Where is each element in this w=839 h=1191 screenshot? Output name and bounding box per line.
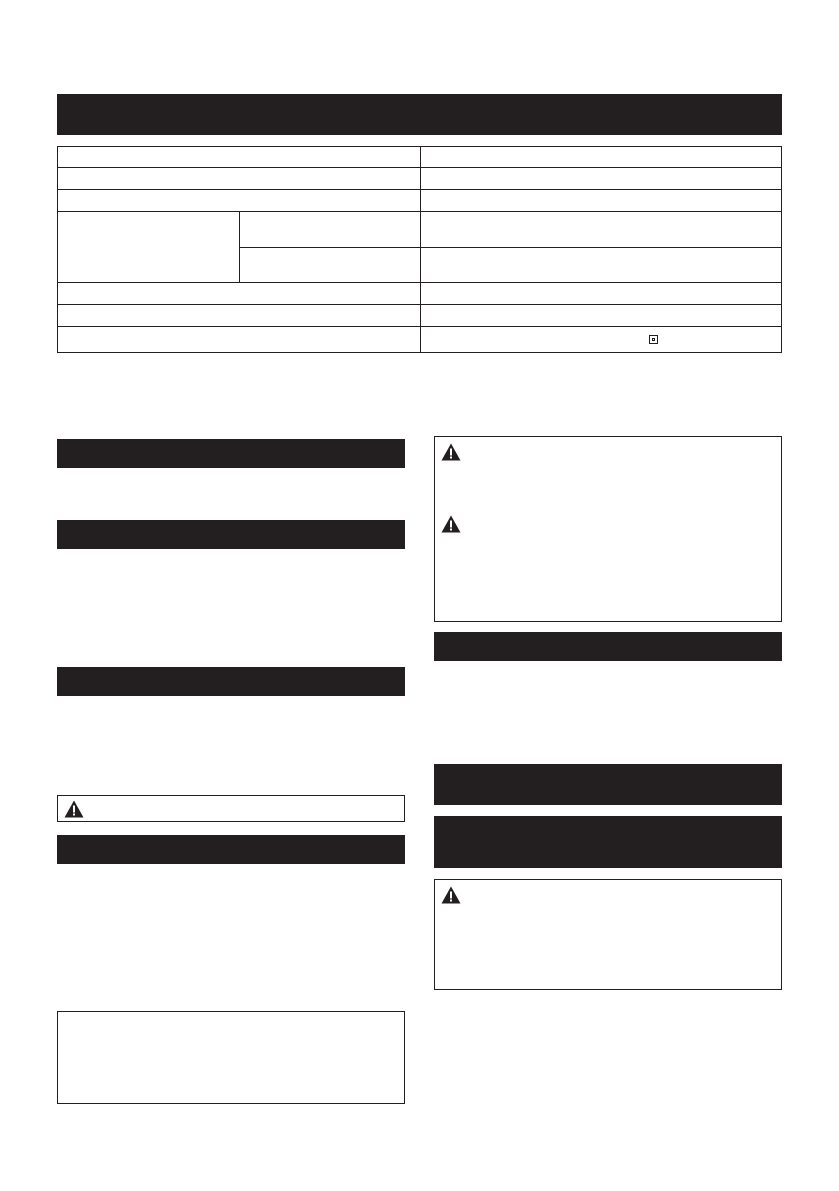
spec-row-4-sublabel [239, 211, 421, 248]
right-warning-box-1 [434, 436, 782, 622]
spec-row-3-value [420, 189, 782, 212]
left-note-box [57, 1011, 405, 1104]
spec-row-5-sublabel [239, 247, 421, 283]
right-section-1-heading-bar [434, 632, 782, 661]
spec-row-7-value [420, 304, 782, 327]
warning-triangle-icon [441, 886, 461, 904]
spec-row-8-value [420, 326, 782, 353]
specifications-table [57, 146, 782, 353]
spec-row-1-value [420, 146, 782, 168]
warning-triangle-icon [64, 800, 84, 818]
left-section-3-heading-bar [57, 667, 405, 696]
right-section-3-heading-bar [434, 816, 782, 868]
spec-row-6-label [57, 282, 421, 305]
spec-row-3-label [57, 189, 421, 212]
right-section-2-heading-bar [434, 764, 782, 805]
left-warning-label-box [57, 795, 405, 822]
left-section-1-heading-bar [57, 439, 405, 468]
double-insulation-square-icon [649, 335, 658, 344]
spec-row-4-label [57, 211, 240, 283]
spec-row-5-value [420, 247, 782, 283]
page-header-bar [57, 94, 782, 135]
spec-row-4-value [420, 211, 782, 248]
spec-row-8-label [57, 326, 421, 353]
spec-row-2-label [57, 167, 421, 190]
left-section-2-heading-bar [57, 520, 405, 549]
spec-row-2-value [420, 167, 782, 190]
spec-row-7-label [57, 304, 421, 327]
warning-triangle-icon [441, 515, 461, 533]
spec-row-1-label [57, 146, 421, 168]
right-warning-box-2 [434, 879, 782, 990]
warning-triangle-icon [441, 443, 461, 461]
left-section-4-heading-bar [57, 835, 405, 864]
spec-row-6-value [420, 282, 782, 305]
